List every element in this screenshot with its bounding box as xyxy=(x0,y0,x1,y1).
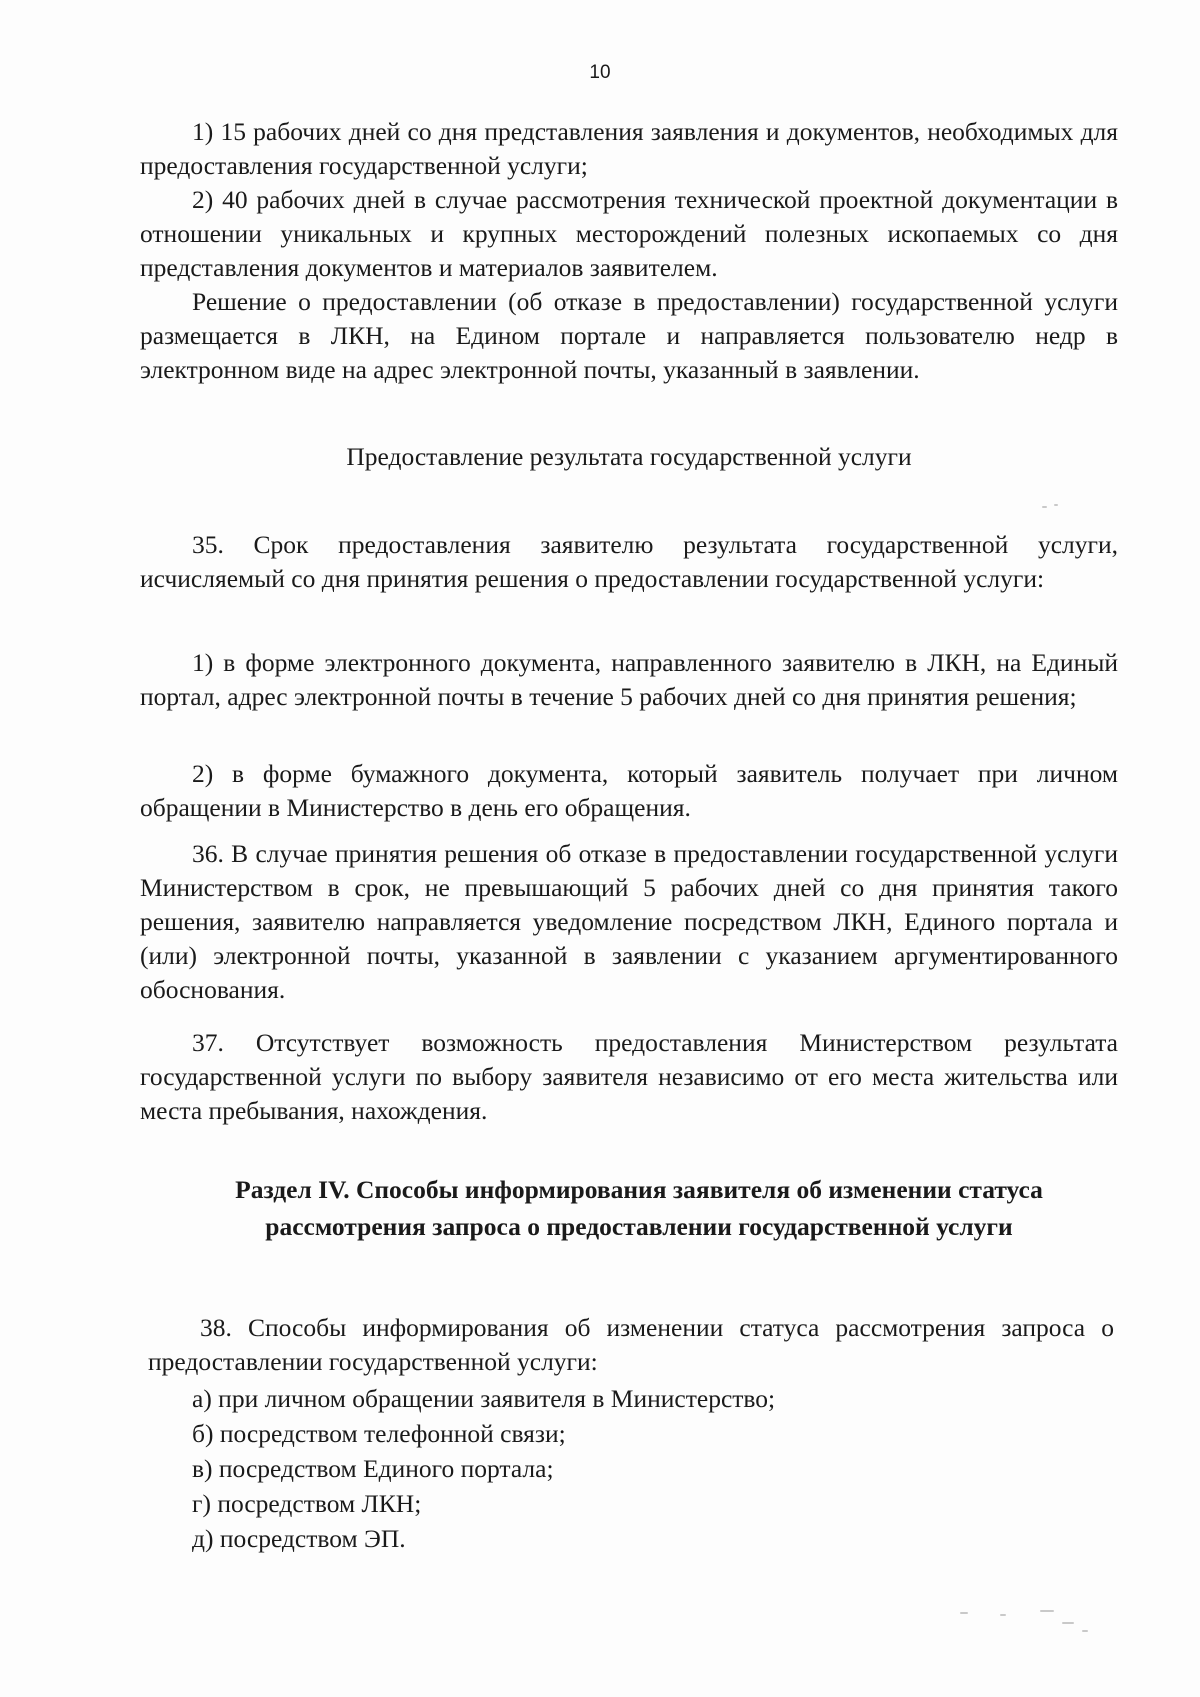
scan-speck xyxy=(1042,506,1047,508)
paragraph-36: 36. В случае принятия решения об отказе в предоставлении государственной услуги Министерством в срок, не превышающий 5 рабочих дней со дня принятия такого решения, заявителю направляется уведомление посредством ЛКН, Единого портала и (или) электронной почты, указанной в заявлении с указанием аргументированного обоснования. xyxy=(140,839,1118,1004)
scan-speck xyxy=(960,1612,968,1614)
notification-methods-list xyxy=(192,1381,775,1556)
scan-speck xyxy=(1040,1610,1054,1612)
paragraph-35-intro: 35. Срок предоставления заявителю результата государственной услуги, исчисляемый со дня принятия решения о предоставлении государственной услуги: xyxy=(140,530,1118,593)
decision-paragraph: Решение о предоставлении (об отказе в предоставлении) государственной услуги размещается в ЛКН, на Едином портале и направляется пользователю недр в электронном виде на адрес электронной почты, указанный в заявлении. xyxy=(140,287,1118,384)
section-iv-title-line-1: Раздел IV. Способы информирования заявителя об изменении статуса xyxy=(235,1175,1043,1204)
scan-speck xyxy=(1082,1630,1088,1632)
paragraph-35-item-1: 1) в форме электронного документа, направленного заявителю в ЛКН, на Единый портал, адрес электронной почты в течение 5 рабочих дней со дня принятия решения; xyxy=(140,648,1118,711)
paragraph-35-item-2: 2) в форме бумажного документа, который заявитель получает при личном обращении в Министерство в день его обращения. xyxy=(140,759,1118,822)
deadline-item-2: 2) 40 рабочих дней в случае рассмотрения технической проектной документации в отношении уникальных и крупных месторождений полезных ископаемых со дня представления документов и материалов заявителем. xyxy=(140,185,1118,282)
section-iv-title-line-2: рассмотрения запроса о предоставлении государственной услуги xyxy=(265,1212,1013,1241)
list-item: б) посредством телефонной связи; xyxy=(192,1419,566,1448)
page-number: 10 xyxy=(589,62,611,83)
scan-speck xyxy=(1062,1622,1074,1624)
paragraph-38-intro: 38. Способы информирования об изменении статуса рассмотрения запроса о предоставлении государственной услуги: xyxy=(148,1313,1114,1376)
list-item: в) посредством Единого портала; xyxy=(192,1454,554,1483)
paragraph-37: 37. Отсутствует возможность предоставления Министерством результата государственной услуги по выбору заявителя независимо от его места жительства или места пребывания, нахождения. xyxy=(140,1028,1118,1125)
list-item: а) при личном обращении заявителя в Министерство; xyxy=(192,1384,776,1413)
scan-speck xyxy=(1054,504,1058,506)
list-item: г) посредством ЛКН; xyxy=(192,1489,422,1518)
deadline-item-1: 1) 15 рабочих дней со дня представления заявления и документов, необходимых для предоставления государственной услуги; xyxy=(140,117,1118,180)
scan-speck xyxy=(1000,1614,1006,1616)
subheading-result: Предоставление результата государственной услуги xyxy=(346,442,912,471)
list-item: д) посредством ЭП. xyxy=(192,1524,406,1553)
section-iv-title xyxy=(160,1171,1118,1245)
